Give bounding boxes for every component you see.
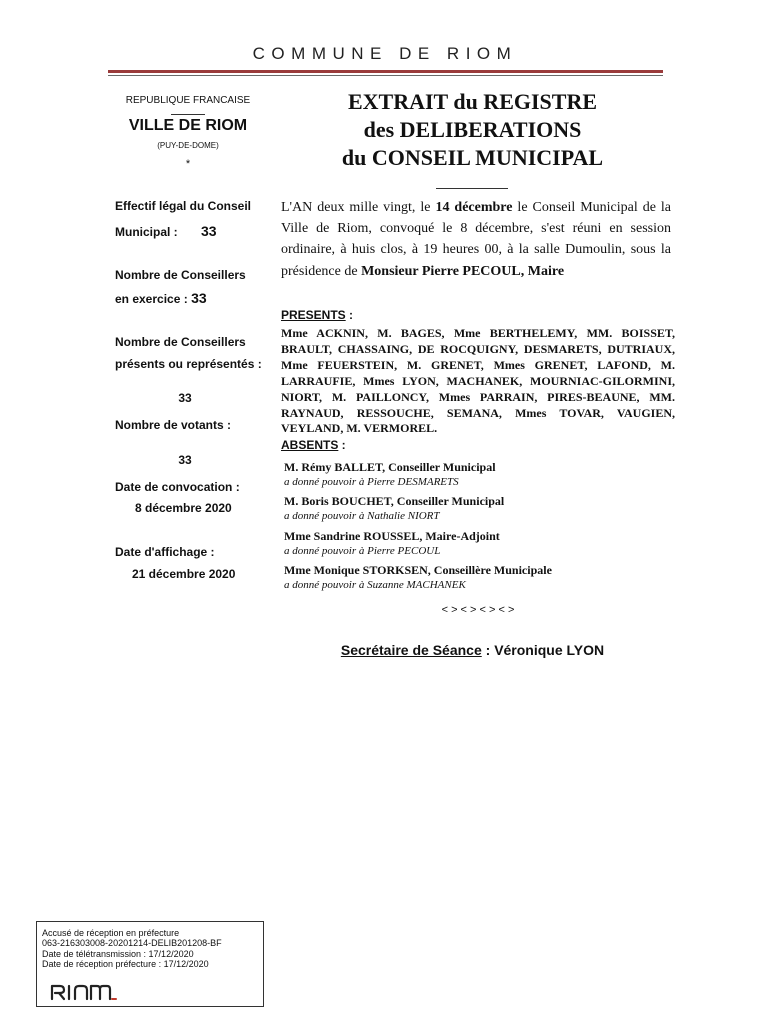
votants-label: Nombre de votants : [115, 418, 232, 432]
affichage-label: Date d'affichage : [115, 545, 215, 559]
absent-pouvoir: a donné pouvoir à Pierre DESMARETS [284, 476, 459, 488]
effectif-value: 33 [201, 223, 217, 239]
presents-heading-colon: : [345, 308, 354, 322]
presents-list: Mme ACKNIN, M. BAGES, Mme BERTHELEMY, MM. BOISSET, BRAULT, CHASSAING, DE ROCQUIGNY, DESMARETS, DUTRIAUX, Mme FEUERSTEIN, M. GRENET, Mmes GRENET, LAFOND, M. LARRAUFIE, Mmes LYON, MACHANEK, MOURNIAC-GILORMINI, NIORT, M. PAILLONCY, Mmes PARRAIN, PIRES-BEAUNE, MM. RAYNAUD, RESSOUCHE, SEMANA, Mmes TOVAR, VAUGIEN, VEYLAND, M. VERMOREL. [281, 326, 675, 436]
effectif-label-1: Effectif légal du Conseil [115, 199, 252, 213]
secretaire-line [270, 642, 675, 658]
absent-pouvoir: a donné pouvoir à Suzanne MACHANEK [284, 579, 466, 591]
departement-label: (PUY-DE-DOME) [157, 141, 219, 150]
convocation-label: Date de convocation : [115, 480, 240, 494]
ville-rule [171, 114, 205, 115]
separator: < > < > < > < > [441, 604, 515, 616]
exercice-label-1: Nombre de Conseillers [115, 268, 246, 282]
absent-pouvoir: a donné pouvoir à Nathalie NIORT [284, 510, 440, 522]
document-title-line-3: du CONSEIL MUNICIPAL [341, 145, 604, 170]
exercice-value: 33 [191, 290, 207, 306]
commune-title: COMMUNE DE RIOM [252, 44, 518, 63]
presents-heading [281, 308, 353, 322]
document-title-line-2: des DELIBERATIONS [363, 117, 582, 142]
secretaire-colon: : [481, 642, 495, 658]
absent-item [284, 493, 674, 523]
absent-item [284, 562, 674, 592]
absents-heading [281, 438, 346, 452]
exercice-label-2: en exercice : [115, 292, 188, 306]
convocation-value: 8 décembre 2020 [135, 501, 232, 515]
star-mark: * [185, 158, 191, 170]
secretaire-name: Véronique LYON [494, 642, 605, 658]
receipt-line-4: Date de réception préfecture : 17/12/2020 [42, 959, 209, 970]
riom-logo [49, 982, 119, 1002]
receipt-line-2: 063-216303008-20201214-DELIB201208-BF [42, 938, 222, 949]
republique-label: REPUBLIQUE FRANCAISE [125, 95, 251, 106]
receipt-box [36, 921, 264, 1007]
presents-heading-label: PRESENTS [281, 308, 346, 322]
presents-count-value: 33 [178, 391, 192, 405]
absent-pouvoir: a donné pouvoir à Pierre PECOUL [284, 545, 441, 557]
secretaire-label: Secrétaire de Séance [340, 642, 482, 658]
intro-part-2: le Conseil Municipal de la Ville de Riom, convoqué le 8 décembre, s'est réuni en session ordinaire, à huis clos, à 19 heures 00, à la salle Dumoulin, sous la présidence de [281, 200, 671, 279]
title-rule [436, 188, 508, 189]
absent-name: Mme Sandrine ROUSSEL, Maire-Adjoint [284, 529, 500, 543]
exercice-row [115, 290, 270, 306]
receipt-line-3: Date de télétransmission : 17/12/2020 [42, 948, 194, 959]
header-rule [108, 70, 663, 73]
intro-part-1: L'AN deux mille vingt, le [281, 200, 436, 215]
absents-heading-label: ABSENTS [281, 438, 339, 452]
presents-count-label-2: présents ou représentés : [115, 357, 262, 371]
votants-value: 33 [178, 453, 192, 467]
absent-name: Mme Monique STORKSEN, Conseillère Municipale [284, 563, 552, 577]
absent-name: M. Boris BOUCHET, Conseiller Municipal [284, 494, 505, 508]
absent-item [284, 528, 674, 558]
absent-item [284, 459, 674, 489]
absent-name: M. Rémy BALLET, Conseiller Municipal [284, 460, 496, 474]
header-rule-thin [108, 75, 663, 76]
receipt-line-1: Accusé de réception en préfecture [42, 928, 180, 938]
intro-paragraph [281, 197, 671, 282]
document-title-line-1: EXTRAIT du REGISTRE [347, 89, 598, 114]
intro-president: Monsieur Pierre PECOUL, Maire [361, 263, 565, 279]
effectif-label-2: Municipal : [115, 225, 178, 239]
effectif-row [115, 223, 270, 239]
absents-heading-colon: : [338, 438, 346, 452]
intro-date: 14 décembre [435, 200, 513, 215]
ville-label: VILLE DE RIOM [128, 117, 248, 134]
presents-count-label-1: Nombre de Conseillers [115, 335, 246, 349]
affichage-value: 21 décembre 2020 [132, 567, 236, 581]
